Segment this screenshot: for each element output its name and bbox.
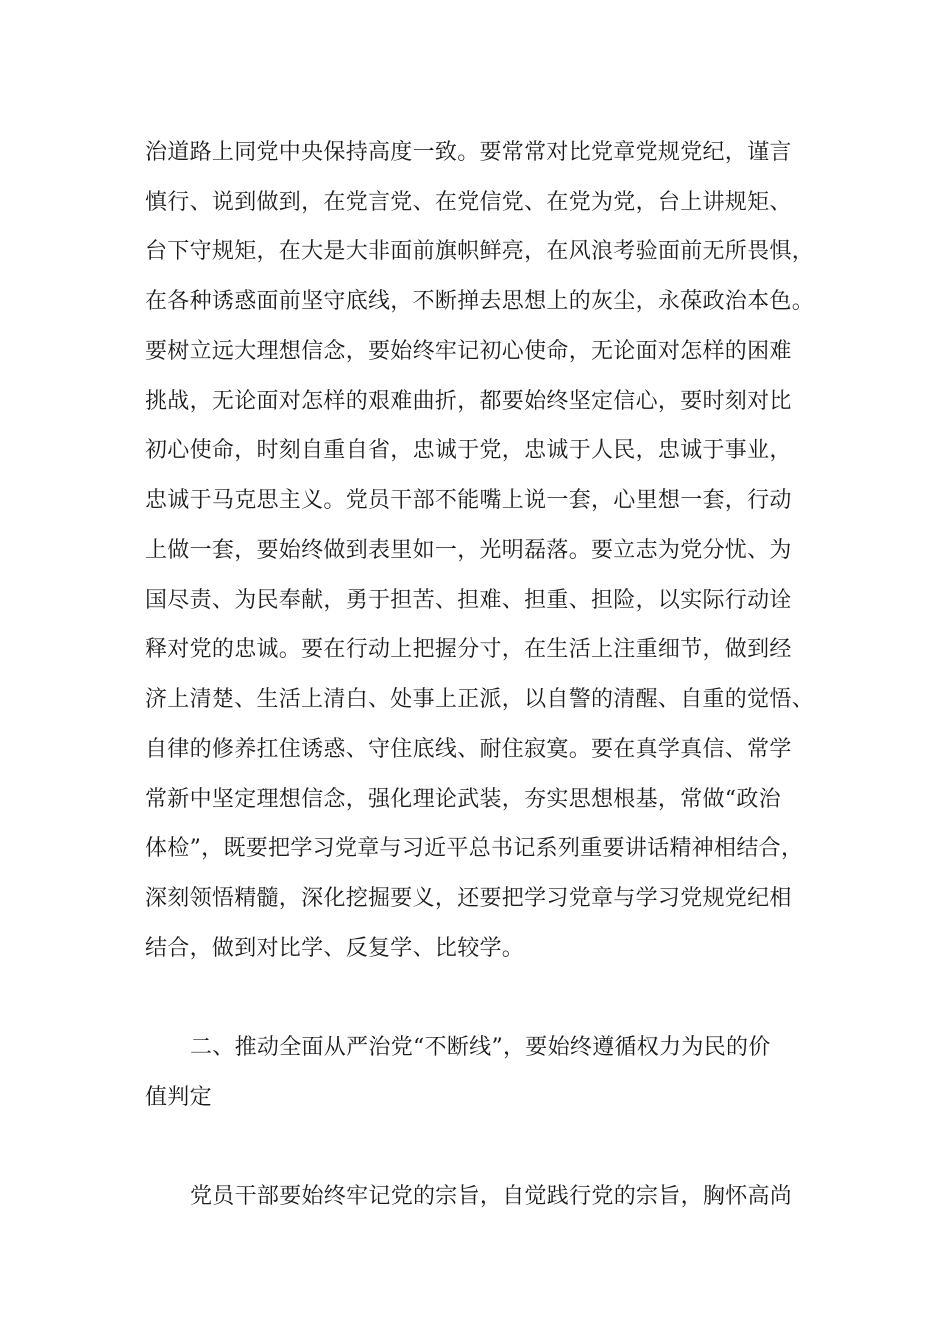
body-text-line: 上做一套，要始终做到表里如一，光明磊落。要立志为党分忧、为 bbox=[145, 538, 792, 563]
body-text-line: 济上清楚、生活上清白、处事上正派，以自警的清醒、自重的觉悟、 bbox=[145, 687, 815, 712]
body-text-line: 深刻领悟精髓，深化挖掘要义，还要把学习党章与学习党规党纪相 bbox=[145, 886, 792, 911]
body-text-line: 党员干部要始终牢记党的宗旨，自觉践行党的宗旨，胸怀高尚 bbox=[190, 1184, 793, 1209]
body-text-line: 体检”，既要把学习党章与习近平总书记系列重要讲话精神相结合， bbox=[145, 836, 804, 861]
body-text-line: 治道路上同党中央保持高度一致。要常常对比党章党规党纪，谨言 bbox=[145, 140, 792, 165]
body-text-line: 要树立远大理想信念，要始终牢记初心使命，无论面对怎样的困难 bbox=[145, 339, 792, 364]
section-heading-line: 值判定 bbox=[145, 1085, 212, 1110]
body-text-line: 常新中坚定理想信念，强化理论武装，夯实思想根基，常做“政治 bbox=[145, 787, 781, 812]
body-text-line: 挑战，无论面对怎样的艰难曲折，都要始终坚定信心，要时刻对比 bbox=[145, 389, 792, 414]
body-text-line: 自律的修养扛住诱惑、守住底线、耐住寂寞。要在真学真信、常学 bbox=[145, 737, 792, 762]
body-text-line: 慎行、说到做到，在党言党、在党信党、在党为党，台上讲规矩、 bbox=[145, 190, 792, 215]
body-text-line: 台下守规矩，在大是大非面前旗帜鲜亮，在风浪考验面前无所畏惧， bbox=[145, 239, 815, 264]
body-text-line: 在各种诱惑面前坚守底线，不断掸去思想上的灰尘，永葆政治本色。 bbox=[145, 289, 815, 314]
body-text-line: 释对党的忠诚。要在行动上把握分寸，在生活上注重细节，做到经 bbox=[145, 637, 792, 662]
body-text-line: 初心使命，时刻自重自省，忠诚于党，忠诚于人民，忠诚于事业， bbox=[145, 438, 792, 463]
body-text-line: 国尽责、为民奉献，勇于担苦、担难、担重、担险，以实际行动诠 bbox=[145, 588, 792, 613]
body-text-line: 忠诚于马克思主义。党员干部不能嘴上说一套，心里想一套，行动 bbox=[145, 488, 792, 513]
section-heading-line: 二、推动全面从严治党“不断线”，要始终遵循权力为民的价 bbox=[190, 1035, 771, 1060]
body-text-line: 结合，做到对比学、反复学、比较学。 bbox=[145, 936, 525, 961]
